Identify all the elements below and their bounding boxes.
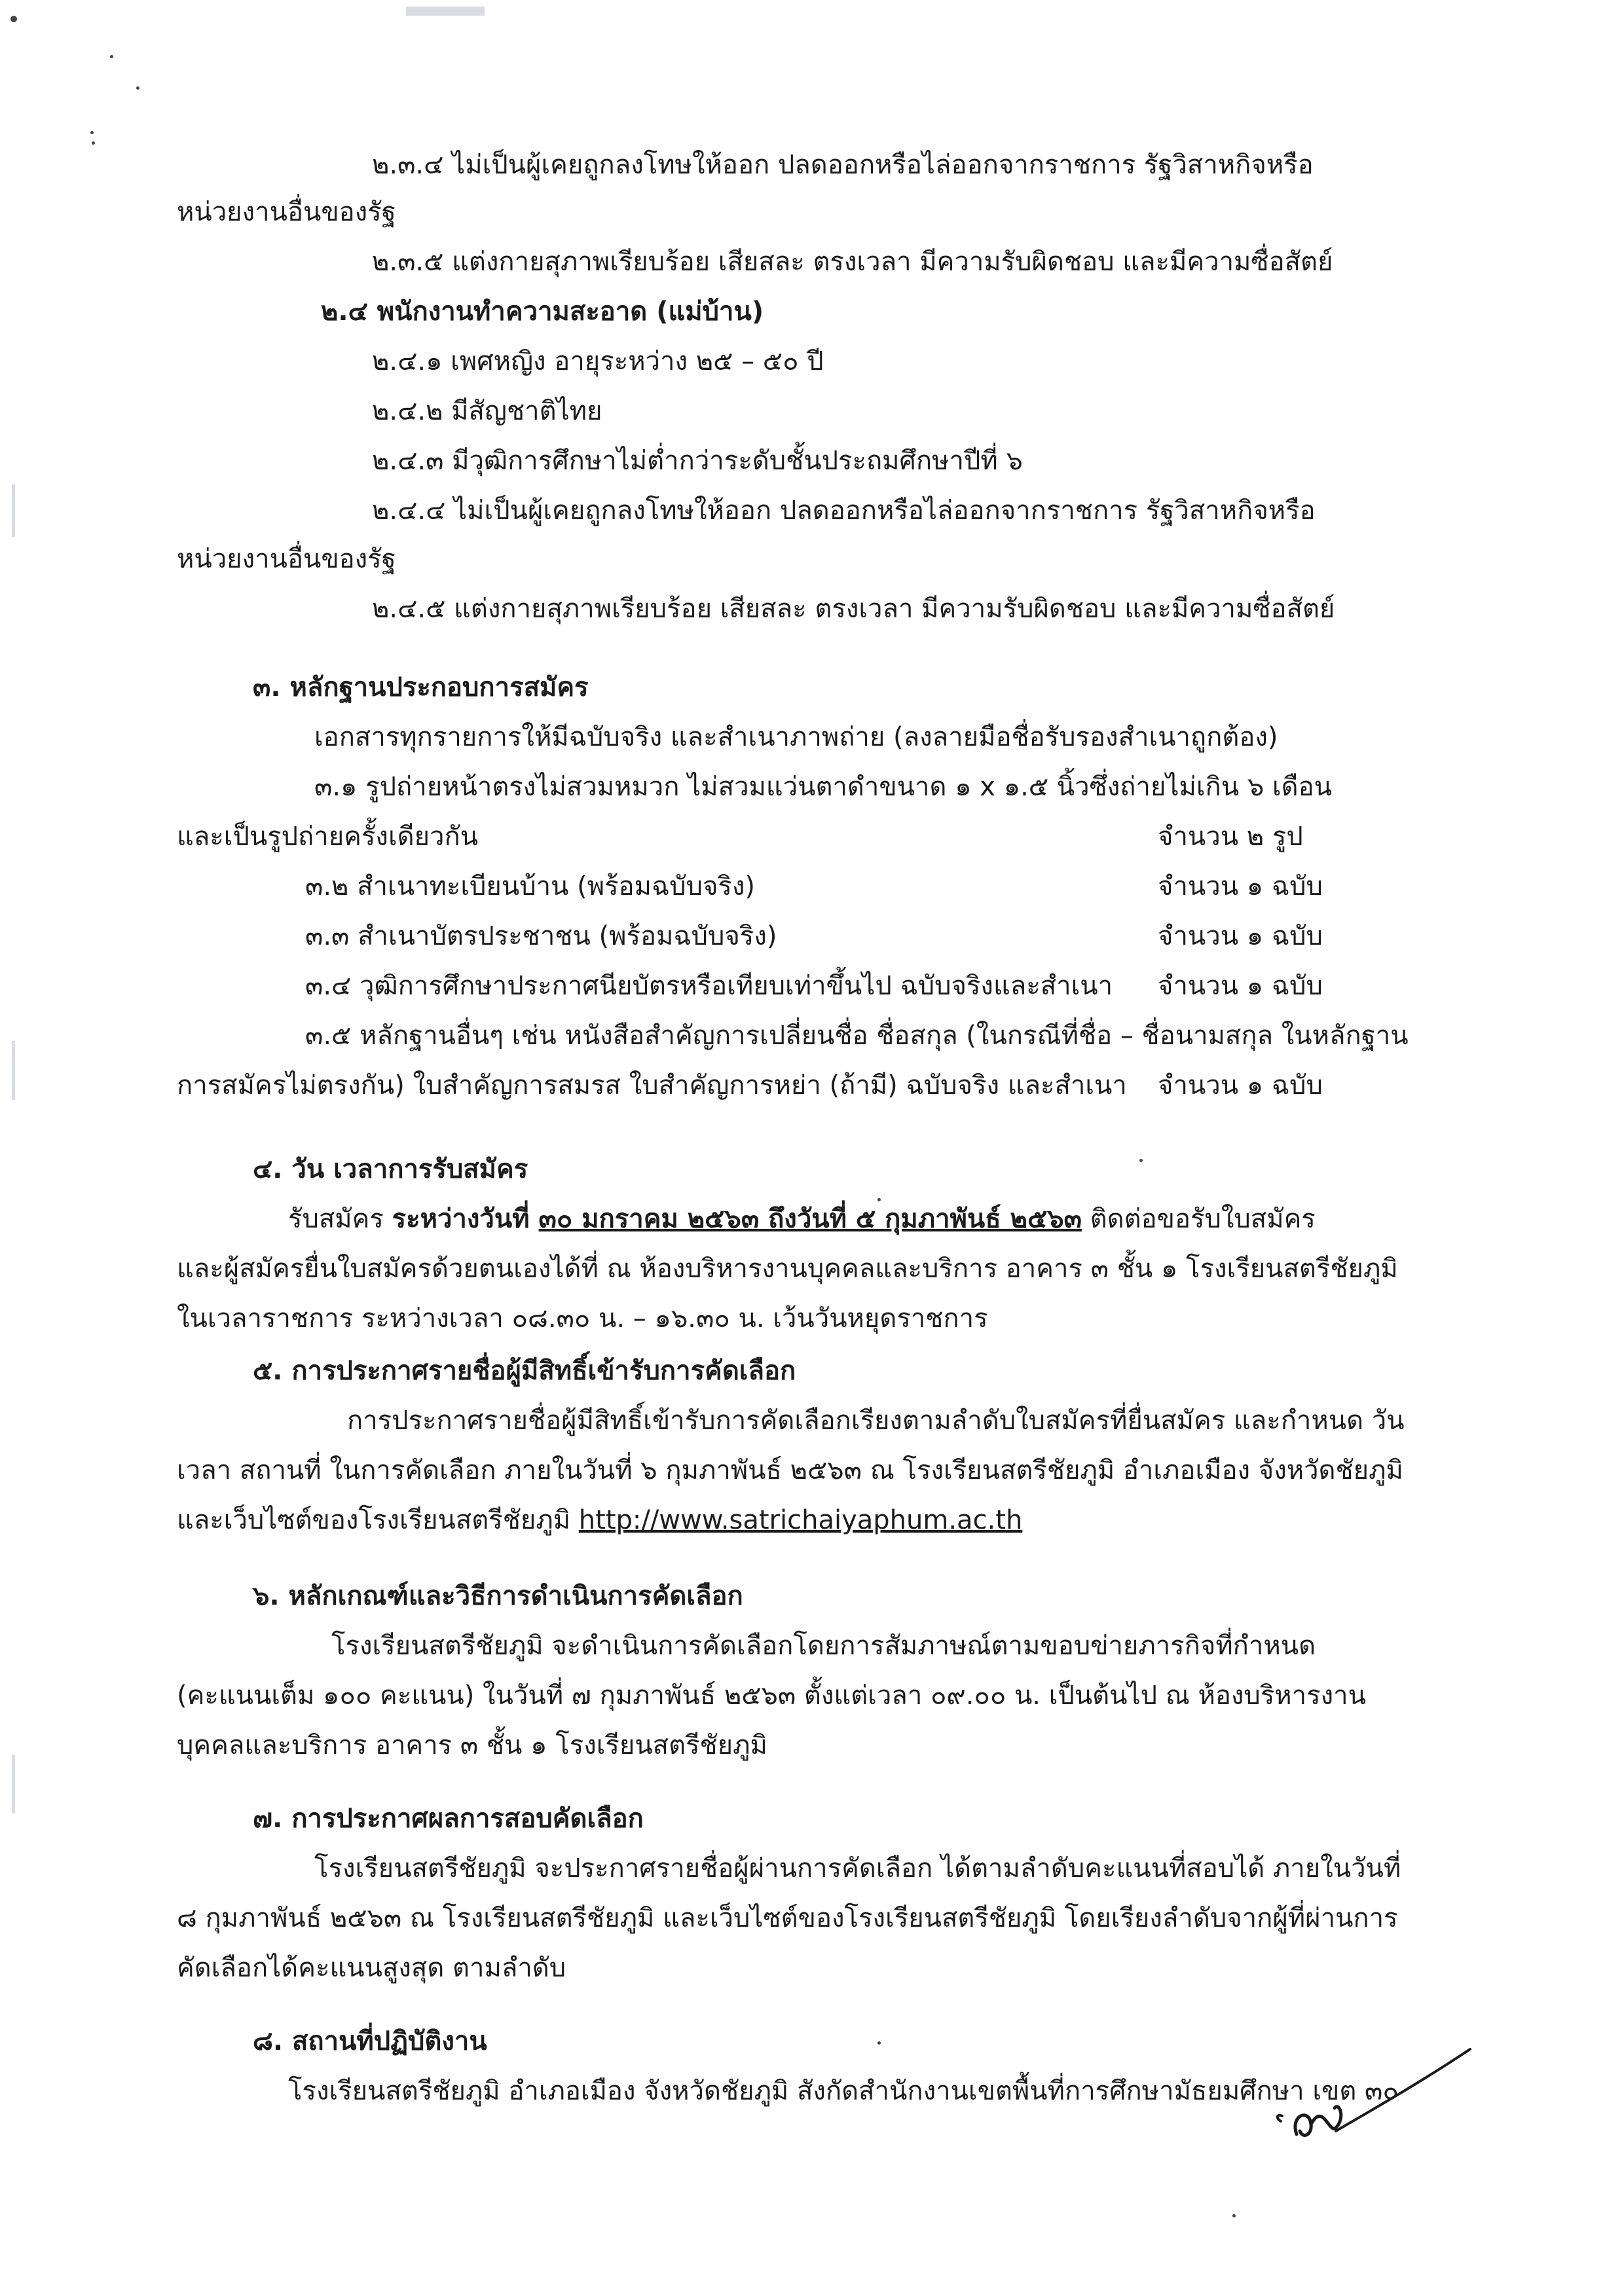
section-4-line-1-suffix: ติดต่อขอรับใบสมัคร [1081, 1204, 1316, 1234]
signature-hook [1278, 2115, 1282, 2121]
section-5-line-3-text: และเว็บไซต์ของโรงเรียนสตรีชัยภูมิ [177, 1505, 579, 1535]
heading-section-6: ๖. หลักเกณฑ์และวิธีการดำเนินการคัดเลือก [253, 1581, 743, 1611]
item-2-3-4-cont: หน่วยงานอื่นของรัฐ [177, 197, 396, 227]
school-website-link[interactable]: http://www.satrichaiyaphum.ac.th [578, 1505, 1023, 1535]
section-8-line-1: โรงเรียนสตรีชัยภูมิ อำเภอเมือง จังหวัดชัยภูมิ สังกัดสำนักงานเขตพื้นที่การศึกษามัธยมศึกษา เขต ๓๐ [288, 2076, 1399, 2106]
heading-section-4: ๔. วัน เวลาการรับสมัคร [253, 1154, 528, 1184]
section-4-line-1-prefix: รับสมัคร [288, 1204, 392, 1234]
item-2-4-4: ๒.๔.๔ ไม่เป็นผู้เคยถูกลงโทษให้ออก ปลดออกหรือไล่ออกจากราชการ รัฐวิสาหกิจหรือ [372, 496, 1316, 526]
item-3-2: ๓.๒ สำเนาทะเบียนบ้าน (พร้อมฉบับจริง) [305, 871, 756, 902]
section-7-line-1: โรงเรียนสตรีชัยภูมิ จะประกาศรายชื่อผู้ผ่านการคัดเลือก ได้ตามลำดับคะแนนที่สอบได้ ภายในวันที่ [314, 1853, 1401, 1884]
item-3-1-quantity: จำนวน ๒ รูป [1158, 822, 1303, 852]
scan-dot [136, 86, 139, 90]
item-2-4-5: ๒.๔.๕ แต่งกายสุภาพเรียบร้อย เสียสละ ตรงเวลา มีความรับผิดชอบ และมีความซื่อสัตย์ [372, 594, 1335, 624]
section-6-line-3: บุคคลและบริการ อาคาร ๓ ชั้น ๑ โรงเรียนสตรีชัยภูมิ [177, 1730, 767, 1760]
item-2-4-2: ๒.๔.๒ มีสัญชาติไทย [372, 396, 602, 426]
scan-mark-left-3 [12, 1755, 15, 1813]
scan-dot [877, 2041, 881, 2045]
signature-slash [1336, 2049, 1470, 2131]
item-3-3-quantity: จำนวน ๑ ฉบับ [1158, 921, 1323, 951]
item-3-4-quantity: จำนวน ๑ ฉบับ [1158, 971, 1323, 1001]
section-7-line-2: ๘ กุมภาพันธ์ ๒๕๖๓ ณ โรงเรียนสตรีชัยภูมิ และเว็บไซต์ของโรงเรียนสตรีชัยภูมิ โดยเรียงลำดับจากผู้ที่ผ่านการ [177, 1903, 1398, 1933]
item-3-5-quantity: จำนวน ๑ ฉบับ [1158, 1070, 1323, 1101]
heading-section-7: ๗. การประกาศผลการสอบคัดเลือก [253, 1804, 644, 1834]
signature-stroke [1295, 2107, 1341, 2136]
section-4-line-2: และผู้สมัครยื่นใบสมัครด้วยตนเองได้ที่ ณ ห้องบริหารงานบุคคลและบริการ อาคาร ๓ ชั้น ๑ โรงเรียนสตรีชัยภูมิ [177, 1254, 1398, 1284]
section-4-line-1 [288, 1201, 1316, 1237]
scan-mark-left-1 [12, 484, 15, 537]
item-3-1-cont: และเป็นรูปถ่ายครั้งเดียวกัน [177, 822, 479, 852]
item-3-4: ๓.๔ วุฒิการศึกษาประกาศนียบัตรหรือเทียบเท่าขึ้นไป ฉบับจริงและสำเนา [305, 971, 1113, 1001]
item-2-4-4-cont: หน่วยงานอื่นของรัฐ [177, 544, 396, 574]
item-3-2-quantity: จำนวน ๑ ฉบับ [1158, 871, 1323, 902]
section-3-intro: เอกสารทุกรายการให้มีฉบับจริง และสำเนาภาพถ่าย (ลงลายมือชื่อรับรองสำเนาถูกต้อง) [314, 722, 1278, 752]
heading-section-3: ๓. หลักฐานประกอบการสมัคร [253, 672, 589, 702]
section-4-between-label: ระหว่างวันที่ [392, 1204, 539, 1234]
section-6-line-2: (คะแนนเต็ม ๑๐๐ คะแนน) ในวันที่ ๗ กุมภาพันธ์ ๒๕๖๓ ตั้งแต่เวลา ๐๙.๐๐ น. เป็นต้นไป ณ ห้องบริหารงาน [177, 1681, 1366, 1711]
application-period: ๓๐ มกราคม ๒๕๖๓ ถึงวันที่ ๕ กุมภาพันธ์ ๒๕๖๓ [538, 1204, 1082, 1234]
scan-dot [92, 141, 95, 145]
item-3-3: ๓.๓ สำเนาบัตรประชาชน (พร้อมฉบับจริง) [305, 921, 777, 951]
item-2-3-5: ๒.๓.๕ แต่งกายสุภาพเรียบร้อย เสียสละ ตรงเวลา มีความรับผิดชอบ และมีความซื่อสัตย์ [372, 247, 1333, 277]
item-3-5: ๓.๕ หลักฐานอื่นๆ เช่น หนังสือสำคัญการเปลี่ยนชื่อ ชื่อสกุล (ในกรณีที่ชื่อ – ชื่อนามสกุล ในหลักฐาน [305, 1021, 1409, 1051]
item-2-4-3: ๒.๔.๓ มีวุฒิการศึกษาไม่ต่ำกว่าระดับชั้นประถมศึกษาปีที่ ๖ [372, 446, 1023, 476]
scan-dot [110, 55, 113, 58]
heading-section-8: ๘. สถานที่ปฏิบัติงาน [253, 2026, 487, 2056]
signature [1270, 2036, 1480, 2154]
scan-mark-left-2 [12, 1041, 15, 1100]
item-3-5-cont: การสมัครไม่ตรงกัน) ใบสำคัญการสมรส ใบสำคัญการหย่า (ถ้ามี) ฉบับจริง และสำเนา [177, 1070, 1127, 1101]
scan-dot [1232, 2214, 1236, 2217]
section-5-line-1: การประกาศรายชื่อผู้มีสิทธิ์เข้ารับการคัดเลือกเรียงตามลำดับใบสมัครที่ยื่นสมัคร และกำหนด วัน [347, 1406, 1405, 1436]
section-4-line-3: ในเวลาราชการ ระหว่างเวลา ๐๘.๓๐ น. – ๑๖.๓๐ น. เว้นวันหยุดราชการ [177, 1303, 988, 1334]
heading-2-4: ๒.๔ พนักงานทำความสะอาด (แม่บ้าน) [321, 297, 764, 327]
item-2-4-1: ๒.๔.๑ เพศหญิง อายุระหว่าง ๒๕ – ๕๐ ปี [372, 346, 824, 376]
scan-dot [1139, 1159, 1143, 1162]
scan-dot [10, 16, 17, 22]
item-3-1: ๓.๑ รูปถ่ายหน้าตรงไม่สวมหมวก ไม่สวมแว่นตาดำขนาด ๑ x ๑.๕ นิ้วซึ่งถ่ายไม่เกิน ๖ เดือน [314, 772, 1332, 802]
section-6-line-1: โรงเรียนสตรีชัยภูมิ จะดำเนินการคัดเลือกโดยการสัมภาษณ์ตามขอบข่ายภารกิจที่กำหนด [331, 1631, 1316, 1661]
section-7-line-3: คัดเลือกได้คะแนนสูงสุด ตามลำดับ [177, 1953, 566, 1983]
item-2-3-4: ๒.๓.๔ ไม่เป็นผู้เคยถูกลงโทษให้ออก ปลดออกหรือไล่ออกจากราชการ รัฐวิสาหกิจหรือ [372, 150, 1314, 180]
scan-dot [90, 131, 94, 134]
section-5-line-3 [177, 1502, 1022, 1539]
scan-mark-top [406, 7, 485, 16]
section-5-line-2: เวลา สถานที่ ในการคัดเลือก ภายในวันที่ ๖ กุมภาพันธ์ ๒๕๖๓ ณ โรงเรียนสตรีชัยภูมิ อำเภอเมือง จังหวัดชัยภูมิ [177, 1455, 1403, 1485]
heading-section-5: ๕. การประกาศรายชื่อผู้มีสิทธิ์เข้ารับการคัดเลือก [253, 1356, 796, 1386]
